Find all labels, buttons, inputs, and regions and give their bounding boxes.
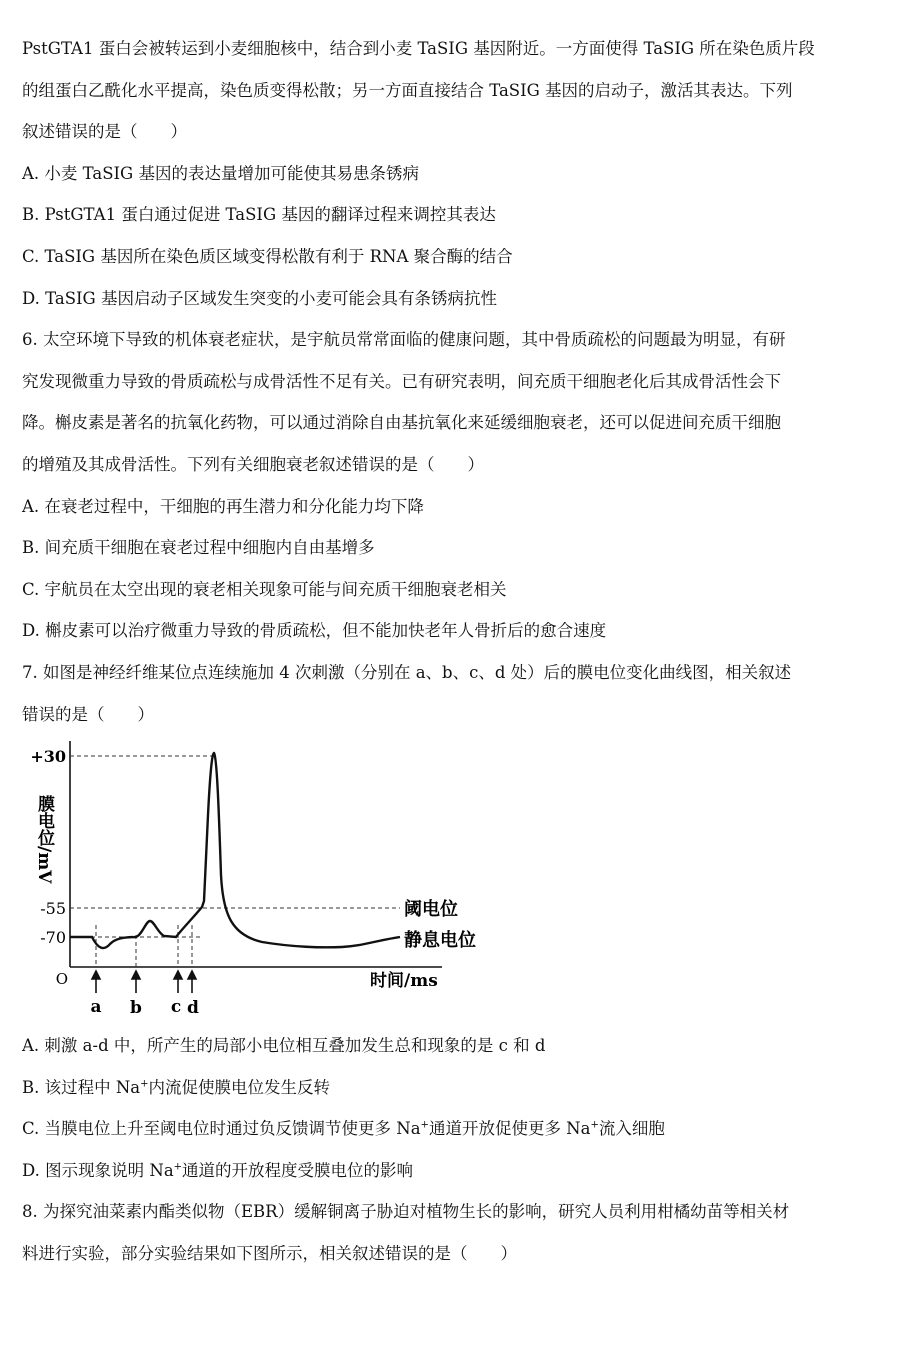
option-text: 通道开放促使更多 Na xyxy=(428,1119,591,1139)
superscript: + xyxy=(140,1078,149,1090)
option-text: A. 刺激 a-d 中，所产生的局部小电位相互叠加发生总和现象的是 c 和 d xyxy=(22,1036,546,1056)
stimulus-label-d: d xyxy=(187,998,199,1019)
membrane-potential-figure xyxy=(22,735,884,1025)
option-text: B. 该过程中 Na xyxy=(22,1077,141,1097)
threshold-label: 阈电位 xyxy=(404,899,458,921)
option-b: B. PstGTA1 蛋白通过促进 TaSIG 基因的翻译过程来调控其表达 xyxy=(22,205,496,225)
membrane-potential-curve xyxy=(70,753,400,948)
y-tick-label: +30 xyxy=(30,747,66,767)
membrane-potential-graph xyxy=(22,735,502,1025)
option-text: 流入细胞 xyxy=(598,1119,665,1139)
resting-label: 静息电位 xyxy=(404,930,476,952)
origin-label: O xyxy=(55,970,68,989)
option-text: 内流促使膜电位发生反转 xyxy=(148,1077,331,1097)
option-b xyxy=(22,1067,884,1109)
x-axis-label: 时间/ms xyxy=(370,971,438,992)
question-stem-line: 8. 为探究油菜素内酯类似物（EBR）缓解铜离子胁迫对植物生长的影响，研究人员利用柑橘幼苗等相关材 xyxy=(22,1202,790,1222)
exam-page xyxy=(22,28,884,1275)
question-5 xyxy=(22,28,884,319)
option-a: A. 小麦 TaSIG 基因的表达量增加可能使其易患条锈病 xyxy=(22,163,419,183)
question-6 xyxy=(22,319,884,652)
question-8 xyxy=(22,1191,884,1274)
stimulus-label-a: a xyxy=(90,997,102,1018)
option-c xyxy=(22,1108,884,1150)
option-d xyxy=(22,1150,884,1192)
y-tick-label: -55 xyxy=(40,899,66,919)
superscript: + xyxy=(590,1119,599,1131)
question-stem-line: 错误的是（ ） xyxy=(22,704,154,724)
question-7 xyxy=(22,652,884,1192)
question-stem-line: 7. 如图是神经纤维某位点连续施加 4 次刺激（分别在 a、b、c、d 处）后的膜电位变化曲线图，相关叙述 xyxy=(22,662,792,682)
option-text: 通道的开放程度受膜电位的影响 xyxy=(182,1160,414,1180)
stimulus-arrows xyxy=(92,971,196,993)
superscript: + xyxy=(173,1161,183,1173)
stimulus-label-c: c xyxy=(170,997,182,1018)
option-d: D. TaSIG 基因启动子区域发生突变的小麦可能会具有条锈病抗性 xyxy=(22,288,497,308)
question-stem-line: 究发现微重力导致的骨质疏松与成骨活性不足有关。已有研究表明，间充质干细胞老化后其成骨活性会下 xyxy=(22,371,781,391)
question-stem-line: 叙述错误的是（ ） xyxy=(22,122,187,142)
question-stem-line: PstGTA1 蛋白会被转运到小麦细胞核中，结合到小麦 TaSIG 基因附近。一方面使得 TaSIG 所在染色质片段 xyxy=(22,39,815,58)
question-stem-line: 降。槲皮素是著名的抗氧化药物，可以通过消除自由基抗氧化来延缓细胞衰老，还可以促进间充质干细胞 xyxy=(22,413,781,433)
question-stem-line: 的增殖及其成骨活性。下列有关细胞衰老叙述错误的是（ ） xyxy=(22,454,484,474)
y-axis-label: 膜电位/mV xyxy=(34,795,54,884)
question-stem-line: 的组蛋白乙酰化水平提高，染色质变得松散；另一方面直接结合 TaSIG 基因的启动子，激活其表达。下列 xyxy=(22,80,793,100)
option-c: C. 宇航员在太空出现的衰老相关现象可能与间充质干细胞衰老相关 xyxy=(22,579,507,599)
stimulus-label-b: b xyxy=(130,998,142,1019)
question-stem-line: 料进行实验，部分实验结果如下图所示，相关叙述错误的是（ ） xyxy=(22,1244,517,1264)
option-b: B. 间充质干细胞在衰老过程中细胞内自由基增多 xyxy=(22,538,375,558)
y-tick-label: -70 xyxy=(40,928,66,948)
option-a: A. 在衰老过程中，干细胞的再生潜力和分化能力均下降 xyxy=(22,496,424,516)
option-text: D. 图示现象说明 Na xyxy=(22,1160,174,1180)
question-stem-line: 6. 太空环境下导致的机体衰老症状，是宇航员常常面临的健康问题，其中骨质疏松的问题最为明显，有研 xyxy=(22,330,786,350)
option-text: C. 当膜电位上升至阈电位时通过负反馈调节使更多 Na xyxy=(22,1119,421,1139)
option-c: C. TaSIG 基因所在染色质区域变得松散有利于 RNA 聚合酶的结合 xyxy=(22,246,513,266)
superscript: + xyxy=(420,1119,429,1131)
option-d: D. 槲皮素可以治疗微重力导致的骨质疏松，但不能加快老年人骨折后的愈合速度 xyxy=(22,621,607,641)
option-a xyxy=(22,1025,884,1067)
